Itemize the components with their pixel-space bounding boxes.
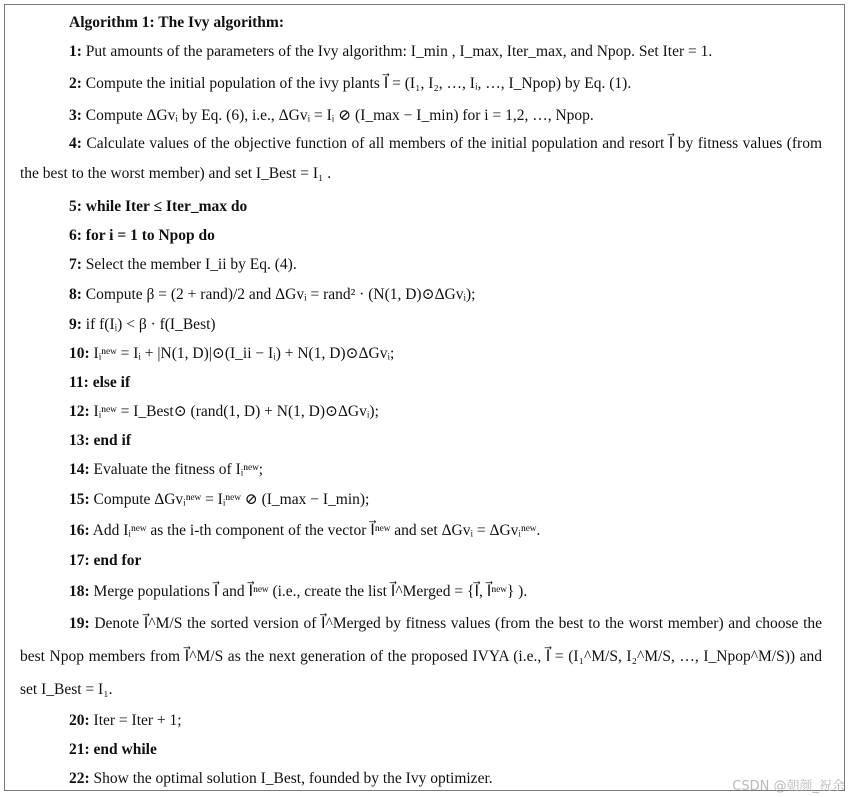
watermark: CSDN @朝颜_祝余 — [732, 779, 845, 794]
algorithm-line-11: 11: else if — [69, 374, 131, 391]
algorithm-line-18: 18: Merge populations I⃗ and I⃗ⁿᵉʷ (i.e., create the list I⃗^Merged = {I⃗, I⃗ⁿᵉʷ} ). — [69, 583, 528, 600]
algorithm-line-2: 2: Compute the initial population of the ivy plants I⃗ = (I₁, I₂, …, Iᵢ, …, I_Npop) by Eq. (1). — [69, 75, 632, 92]
algorithm-line-14: 14: Evaluate the fitness of Iᵢⁿᵉʷ; — [69, 461, 264, 478]
algorithm-line-22: 22: Show the optimal solution I_Best, founded by the Ivy optimizer. — [69, 770, 493, 787]
algorithm-line-5: 5: while Iter ≤ Iter_max do — [69, 198, 248, 215]
algorithm-line-13: 13: end if — [69, 432, 132, 449]
algorithm-line-9: 9: if f(Iᵢ) < β · f(I_Best) — [69, 316, 216, 333]
algorithm-box — [4, 4, 845, 791]
algorithm-title: Algorithm 1: The Ivy algorithm: — [69, 14, 284, 31]
algorithm-line-10: 10: Iᵢⁿᵉʷ = Iᵢ + |N(1, D)|⊙(I_ii − Iᵢ) + N(1, D)⊙ΔGvᵢ; — [69, 345, 395, 362]
algorithm-line-3: 3: Compute ΔGvᵢ by Eq. (6), i.e., ΔGvᵢ = Iᵢ ⊘ (I_max − I_min) for i = 1,2, …, Npop. — [69, 107, 594, 124]
algorithm-line-4: 4: Calculate values of the objective function of all members of the initial population and resort I⃗ by fitness values (from the best to the worst member) and set I_Best = I₁ . — [20, 135, 823, 182]
algorithm-line-12: 12: Iᵢⁿᵉʷ = I_Best⊙ (rand(1, D) + N(1, D)⊙ΔGvᵢ); — [69, 403, 379, 420]
algorithm-line-8: 8: Compute β = (2 + rand)/2 and ΔGvᵢ = rand² · (N(1, D)⊙ΔGvᵢ); — [69, 286, 476, 303]
algorithm-line-7: 7: Select the member I_ii by Eq. (4). — [69, 256, 297, 273]
algorithm-line-19: 19: Denote I⃗^M/S the sorted version of I⃗^Merged by fitness values (from the best to the worst member) and choose the best Npop members from I⃗^M/S as the next generation of the proposed IVYA (i.e., I⃗ = (I₁^M/S, I₂^M/S, …, I_Npop^M/S)) and set I_Best = I₁. — [20, 615, 823, 698]
algorithm-line-17: 17: end for — [69, 552, 142, 569]
algorithm-line-20: 20: Iter = Iter + 1; — [69, 712, 182, 729]
algorithm-line-15: 15: Compute ΔGvᵢⁿᵉʷ = Iᵢⁿᵉʷ ⊘ (I_max − I_min); — [69, 491, 370, 508]
algorithm-line-16: 16: Add Iᵢⁿᵉʷ as the i-th component of the vector I⃗ⁿᵉʷ and set ΔGvᵢ = ΔGvᵢⁿᵉʷ. — [69, 522, 541, 539]
algorithm-line-6: 6: for i = 1 to Npop do — [69, 227, 215, 244]
algorithm-line-21: 21: end while — [69, 741, 157, 758]
algorithm-line-1: 1: Put amounts of the parameters of the Ivy algorithm: I_min , I_max, Iter_max, and Npop. Set Iter = 1. — [69, 43, 713, 60]
